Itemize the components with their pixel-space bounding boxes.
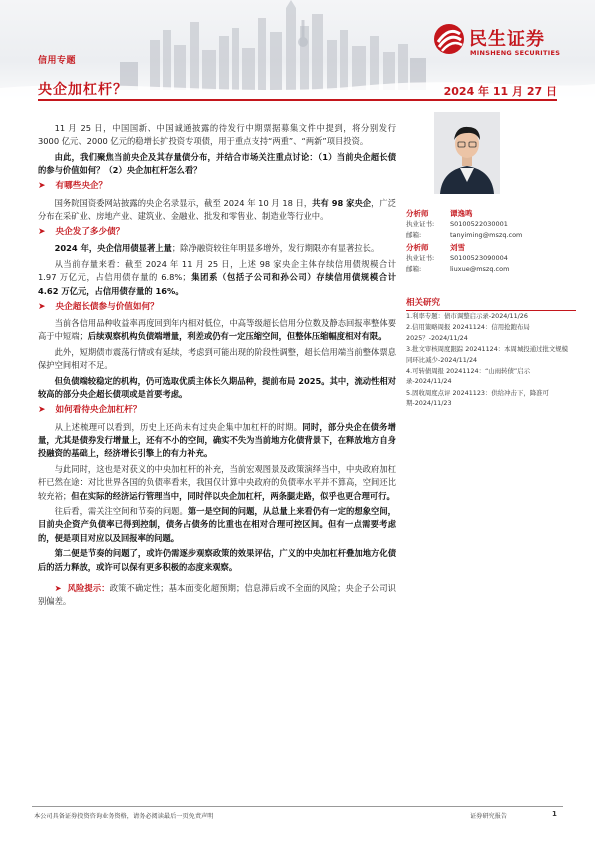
section-heading: [38, 180, 396, 195]
title-divider: [38, 99, 557, 101]
minsheng-logo: [432, 22, 580, 62]
text: 从当前存量来看：截至 2024 年 11 月 25 日，上述 98 家央企主体存续信用债规模合计 1.97 万亿元，占信用债存量的 6.8%；: [38, 258, 396, 283]
related-research-list: [406, 311, 574, 410]
main-content: [38, 122, 396, 611]
paragraph: 此外，短期债市震荡行情或有延续，考虑到可能出现的阶段性调整，超长信用端当前整体票息保护空间相对不足。: [38, 346, 396, 371]
cert-label: 执业证书:: [406, 254, 435, 262]
bold-text: 后续观察机构负债端增量，利差或仍有一定压缩空间，但整体压缩幅度相对有限。: [87, 331, 387, 342]
text: ；除净融资较往年明显多增外，发行期限亦有显著拉长。: [171, 243, 380, 254]
arrow-icon: ➤: [38, 301, 46, 312]
text: 与此同时，这也是对获义的中央加杠杆的补充，当前宏观图景及政策演绎当中，中央政府加杠杆已然在途：对比世界各国的负债率看来，我国仅计算中央政府的负债率水平并不算高，空间还比较充裕；: [38, 463, 396, 501]
report-date: 2024 年 11 月 27 日: [443, 85, 557, 98]
paragraph: 11 月 25 日，中国国新、中国诚通披露的待发行中期票据募集文件中提到，将分别发行 3000 亿元、2000 亿元的稳增长扩投资专项债，用于重点支持“两重”、“两新”项目投资。: [38, 123, 396, 147]
section-heading: [38, 404, 396, 419]
bold-text: 第一是空间的问题，从总量上来看仍有一定的想象空间，目前央企资产负债率已得到控制，债务占债务的比重也在相对合理可控区间。但有一点需要考虑的，便是项目对应以及回报率的问题。: [38, 505, 396, 543]
related-research-item[interactable]: 4.可转债周报 20241124：“山雨转债”启示录-2024/11/24: [406, 367, 530, 386]
analyst-card: [406, 208, 576, 241]
bold-text: 共有 98 家央企: [312, 197, 372, 208]
section-heading-text: 央企发了多少债？: [55, 227, 125, 238]
analyst-portrait-icon: [434, 112, 500, 194]
cert-number: S0100523090004: [450, 254, 508, 262]
paragraph: [38, 242, 396, 255]
cert-number: S0100522030001: [450, 220, 508, 228]
related-research-item[interactable]: 3.批文审核周度跟踪 20241124：本周城投通过批文规模同环比减少-2024/11/24: [406, 345, 569, 364]
bold-text: 同时，部分央企在债务增量，尤其是债券发行增量上，还有不小的空间，确实不失为当前地方化债背景下，在释放地方自身投融资的基础上，经济增长引擎上的有力补充。: [38, 421, 396, 459]
text: 当前各信用品种收益率再度回到年内相对低位，中高等级超长信用分位数及静态回报率整体要高于中短端；: [38, 318, 396, 342]
paragraph: [38, 197, 396, 224]
footer-divider: [32, 806, 563, 807]
risk-label: ➤ 风险提示：: [54, 582, 110, 593]
paragraph: [38, 375, 396, 402]
bold-text: 但在实际的经济运行管理当中，同时伴以央企加杠杆，两条腿走路，似乎也更合理可行。: [71, 490, 395, 501]
series-tag: 信用专题: [38, 56, 77, 66]
paragraph: [38, 463, 396, 503]
arrow-icon: ➤: [38, 405, 46, 416]
text: 从上述梳理可以看到，历史上还尚未有过央企集中加杠杆的时期。: [54, 421, 303, 432]
analyst-name: 谭逸鸣: [450, 209, 473, 218]
section-heading-text: 央企超长债参与价值如何？: [55, 301, 159, 312]
paragraph: [38, 421, 396, 461]
bold-text: 2024 年，央企信用债显著上量: [54, 243, 172, 254]
text: 国务院国资委网站披露的央企名录显示，截至 2024 年 10 月 18 日，: [54, 197, 313, 208]
related-research-item[interactable]: 5.固收周度点评 20241123：供给冲击下，降准可期-2024/11/23: [406, 388, 549, 408]
analyst-card: [406, 242, 576, 275]
bold-text: 由此，我们聚焦当前央企及其存量债分布，并结合市场关注重点讨论：（1）当前央企超长债的参与价值如何？（2）央企加杠杆怎么看？: [38, 151, 396, 176]
section-heading-text: 有哪些央企？: [55, 181, 108, 192]
paragraph: [38, 258, 396, 298]
related-research-item[interactable]: 1.利率专题：债市调整启示录-2024/11/26: [406, 312, 528, 320]
email-label: 邮箱:: [406, 231, 422, 239]
arrow-icon: ➤: [38, 227, 46, 238]
report-title: 央企加杠杆？: [38, 82, 128, 98]
bold-text: 集团系（包括子公司和孙公司）存续信用债规模合计 4.62 万亿元，占信用债存量的 16%。: [38, 272, 397, 296]
text: 往后看，需关注空间和节奏的问题。: [54, 505, 188, 516]
logo-mark-icon: [432, 22, 466, 56]
footer-disclaimer: 本公司具备证券投资咨询业务资格，请务必阅读最后一页免责声明: [34, 813, 214, 820]
text: ，广泛分布在采矿业、房地产业、建筑业、金融业、批发和零售业、制造业等行业中。: [38, 197, 396, 222]
analyst-email[interactable]: tanyiming@mszq.com: [450, 231, 523, 239]
page-number: 1: [552, 810, 557, 818]
footer-doc-type: 证券研究报告: [470, 813, 508, 820]
bold-text: 但负债端较稳定的机构，仍可选取优质主体长久期品种，提前布局 2025。其中，流动性相对较高的部分央企超长债项或是首要考虑。: [38, 375, 396, 400]
paragraph: [38, 317, 396, 344]
risk-warning: [38, 582, 396, 609]
bold-text: 第二便是节奏的问题了，或许仍需逐步观察政策的效果评估，广义的中央加杠杆叠加地方化债后的活力释放，或许可以保有更多积极的态度来观察。: [38, 548, 396, 572]
analyst-photo: [434, 112, 500, 194]
paragraph: [38, 505, 396, 545]
analyst-email[interactable]: liuxue@mszq.com: [450, 265, 510, 273]
logo-text-en: MINSHENG SECURITIES: [470, 49, 561, 57]
risk-text: 政策不确定性；基本面变化超预期；信息滞后或不全面的风险；央企子公司识别偏差。: [38, 582, 396, 607]
analyst-name: 刘雪: [450, 243, 465, 252]
cert-label: 执业证书:: [406, 220, 435, 228]
related-research-item[interactable]: 2.信用策略周报 20241124：信用抢跑布局 2025？-2024/11/24: [406, 323, 530, 342]
logo-text-cn: 民生证券: [469, 29, 545, 50]
analyst-role: 分析师: [406, 209, 429, 218]
arrow-icon: ➤: [38, 181, 46, 192]
section-heading-text: 如何看待央企加杠杆？: [55, 405, 142, 416]
email-label: 邮箱:: [406, 265, 422, 273]
paragraph: [38, 547, 396, 574]
section-heading: [38, 300, 396, 315]
analyst-role: 分析师: [406, 243, 429, 252]
section-heading: [38, 225, 396, 240]
paragraph: [38, 151, 396, 178]
related-research-heading: 相关研究: [406, 296, 576, 311]
